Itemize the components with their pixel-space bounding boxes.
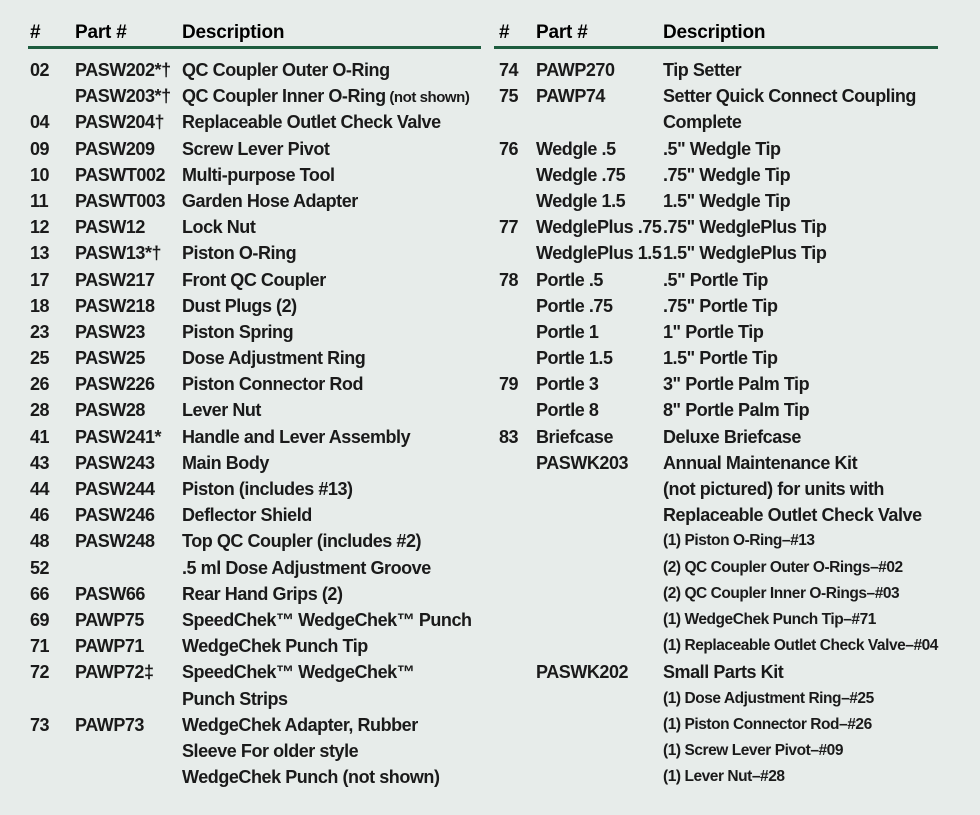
table-row: [494, 476, 938, 502]
part-number: PAWP71: [75, 636, 144, 657]
part-description: 1" Portle Tip: [663, 321, 764, 342]
table-row: [28, 450, 481, 476]
part-description: Dust Plugs (2): [182, 295, 297, 316]
table-row: [494, 424, 938, 450]
table-row: [28, 136, 481, 162]
part-number: [75, 555, 182, 581]
part-description: Setter Quick Connect Coupling: [663, 86, 916, 107]
table-row: [494, 109, 938, 135]
item-number: 79: [499, 374, 519, 395]
part-number: [75, 764, 182, 790]
table-row: [494, 555, 938, 581]
part-number: PAWP73: [75, 714, 144, 735]
part-description: Front QC Coupler: [182, 269, 326, 290]
part-description: Handle and Lever Assembly: [182, 426, 411, 447]
item-number: [494, 319, 536, 345]
part-description: (1) Piston O-Ring–#13: [663, 532, 815, 550]
part-description: Tip Setter: [663, 60, 742, 80]
part-description: 1.5" WedglePlus Tip: [663, 243, 827, 264]
part-number: PASW12: [75, 217, 145, 238]
item-number: [28, 686, 75, 712]
table-rows: [28, 57, 481, 790]
part-number: [536, 109, 663, 135]
item-number: 18: [30, 295, 50, 316]
part-number: [536, 633, 663, 659]
item-number: [28, 738, 75, 764]
part-number: Wedgle 1.5: [536, 190, 626, 211]
part-description: WedgeChek Punch (not shown): [182, 767, 440, 788]
part-number: [75, 738, 182, 764]
item-number: 72: [30, 662, 50, 683]
table-row: [494, 267, 938, 293]
item-number: [494, 188, 536, 214]
table-row: [28, 502, 481, 528]
part-number: PASW25: [75, 348, 145, 369]
part-number: [536, 502, 663, 528]
part-description: (1) Replaceable Outlet Check Valve–#04: [663, 637, 938, 655]
item-number: 12: [30, 217, 50, 238]
table-row: [28, 555, 481, 581]
part-description: Small Parts Kit: [663, 662, 784, 683]
table-row: [494, 528, 938, 554]
table-row: [28, 659, 481, 685]
part-description: Top QC Coupler (includes #2): [182, 531, 422, 552]
table-row: [28, 581, 481, 607]
table-row: [28, 686, 481, 712]
part-description: Piston O-Ring: [182, 243, 297, 264]
item-number: [494, 345, 536, 371]
part-number: [536, 712, 663, 738]
item-number: 13: [30, 243, 50, 264]
part-number: PAWP75: [75, 609, 144, 630]
table-header-row: [28, 20, 481, 46]
item-number: 69: [30, 609, 50, 630]
table-row: [494, 581, 938, 607]
part-description: (1) WedgeChek Punch Tip–#71: [663, 610, 876, 628]
item-number: 74: [499, 60, 519, 80]
part-description: 1.5" Portle Tip: [663, 348, 778, 369]
header-num: #: [30, 22, 41, 43]
header-rule: [494, 46, 938, 49]
part-description: SpeedChek™ WedgeChek™: [182, 662, 415, 683]
item-number: 52: [30, 557, 50, 578]
part-description: 3" Portle Palm Tip: [663, 374, 810, 395]
part-number: WedglePlus 1.5: [536, 243, 662, 264]
item-number: 28: [30, 400, 50, 421]
part-description: Replaceable Outlet Check Valve: [182, 112, 441, 133]
part-number: PASW209: [75, 138, 155, 159]
part-number: PASWK203: [536, 452, 629, 473]
part-number: [536, 607, 663, 633]
item-number: [494, 502, 536, 528]
part-description: (2) QC Coupler Inner O-Rings–#03: [663, 584, 900, 602]
parts-table-right: [494, 20, 938, 790]
item-number: [494, 397, 536, 423]
part-number: [536, 764, 663, 790]
part-number: PASW28: [75, 400, 145, 421]
item-number: 76: [499, 138, 519, 159]
part-number: PASWT002: [75, 164, 166, 185]
part-description: .5" Wedgle Tip: [663, 138, 781, 159]
part-number: PASWK202: [536, 662, 629, 683]
part-number: PASW218: [75, 295, 155, 316]
table-row: [494, 686, 938, 712]
header-num: #: [499, 22, 510, 43]
item-number: 11: [30, 190, 49, 211]
part-number: PASW241*: [75, 426, 162, 447]
item-number: [494, 633, 536, 659]
item-number: [494, 738, 536, 764]
part-description: Multi-purpose Tool: [182, 164, 335, 185]
part-description: QC Coupler Inner O-Ring (not shown): [182, 86, 470, 107]
table-row: [28, 188, 481, 214]
part-number: [536, 581, 663, 607]
part-number: Portle 1: [536, 321, 599, 342]
table-row: [28, 162, 481, 188]
part-description: (1) Screw Lever Pivot–#09: [663, 741, 844, 759]
part-description: Dose Adjustment Ring: [182, 348, 366, 369]
part-number: [536, 528, 663, 554]
part-number: PASW23: [75, 321, 145, 342]
table-row: [28, 83, 481, 109]
part-description: 8" Portle Palm Tip: [663, 400, 810, 421]
item-number: 75: [499, 86, 519, 107]
table-row: [494, 607, 938, 633]
item-number: [494, 659, 536, 685]
item-number: [494, 240, 536, 266]
table-row: [28, 345, 481, 371]
part-number: PASW244: [75, 479, 155, 499]
item-number: [494, 686, 536, 712]
item-number: 26: [30, 374, 50, 395]
part-number: PASW204†: [75, 112, 165, 133]
part-description: Punch Strips: [182, 688, 288, 709]
item-number: [494, 109, 536, 135]
item-number: 83: [499, 426, 519, 447]
item-number: [494, 293, 536, 319]
part-number: PASW203*†: [75, 86, 171, 107]
item-number: [494, 581, 536, 607]
part-description: (1) Dose Adjustment Ring–#25: [663, 689, 874, 707]
part-description: Annual Maintenance Kit: [663, 452, 858, 473]
item-number: 09: [30, 138, 50, 159]
part-description: Garden Hose Adapter: [182, 190, 358, 211]
part-description: (2) QC Coupler Outer O-Rings–#02: [663, 558, 903, 576]
item-number: 43: [30, 452, 50, 473]
part-description: SpeedChek™ WedgeChek™ Punch: [182, 609, 472, 630]
part-description: (not pictured) for units with: [663, 479, 884, 499]
item-number: 17: [30, 269, 50, 290]
table-row: [494, 738, 938, 764]
part-number: PASW66: [75, 583, 145, 604]
item-number: [494, 607, 536, 633]
table-row: [28, 633, 481, 659]
part-description: Piston Connector Rod: [182, 374, 363, 395]
parts-tables: [28, 20, 938, 790]
table-row: [28, 240, 481, 266]
table-row: [494, 319, 938, 345]
part-description: .5 ml Dose Adjustment Groove: [182, 557, 431, 578]
part-number: PASWT003: [75, 190, 166, 211]
item-number: [494, 162, 536, 188]
table-row: [494, 764, 938, 790]
part-description: Replaceable Outlet Check Valve: [663, 505, 922, 526]
table-row: [28, 57, 481, 83]
part-number: [536, 738, 663, 764]
item-number: 73: [30, 714, 50, 735]
table-row: [28, 397, 481, 423]
part-description: WedgeChek Adapter, Rubber: [182, 714, 418, 735]
table-row: [494, 633, 938, 659]
item-number: [28, 764, 75, 790]
header-part-number: Part #: [536, 22, 588, 43]
part-number: Portle .5: [536, 269, 603, 290]
part-description: .5" Portle Tip: [663, 269, 768, 290]
table-row: [28, 319, 481, 345]
item-number: 41: [30, 426, 50, 447]
part-number: PASW226: [75, 374, 155, 395]
item-number: 02: [30, 60, 50, 80]
table-row: [28, 214, 481, 240]
table-row: [494, 293, 938, 319]
table-row: [494, 188, 938, 214]
table-row: [494, 450, 938, 476]
item-number: 66: [30, 583, 50, 604]
header-part-number: Part #: [75, 22, 127, 43]
part-number: PASW217: [75, 269, 155, 290]
part-description: Piston Spring: [182, 321, 294, 342]
part-number: PAWP74: [536, 86, 605, 107]
table-row: [28, 476, 481, 502]
part-number: PASW13*†: [75, 243, 162, 264]
part-description: Deflector Shield: [182, 505, 312, 526]
part-description: QC Coupler Outer O-Ring: [182, 60, 390, 80]
part-number: Portle 3: [536, 374, 599, 395]
part-number: PASW243: [75, 452, 155, 473]
table-row: [28, 267, 481, 293]
part-description: .75" WedglePlus Tip: [663, 217, 827, 238]
part-number: PASW248: [75, 531, 155, 552]
part-number: Portle 8: [536, 400, 599, 421]
part-number: [536, 686, 663, 712]
table-row: [28, 371, 481, 397]
item-number: 48: [30, 531, 50, 552]
part-number: PAWP270: [536, 60, 615, 80]
part-description: Main Body: [182, 452, 269, 473]
part-number: PAWP72‡: [75, 662, 154, 683]
table-row: [494, 57, 938, 83]
table-row: [28, 607, 481, 633]
part-description: 1.5" Wedgle Tip: [663, 190, 791, 211]
table-row: [494, 345, 938, 371]
header-description: Description: [663, 22, 766, 43]
item-number: [494, 555, 536, 581]
part-description: (1) Lever Nut–#28: [663, 768, 785, 786]
header-description: Description: [182, 22, 285, 43]
part-number: PASW202*†: [75, 60, 171, 80]
part-number: Portle 1.5: [536, 348, 613, 369]
table-row: [494, 712, 938, 738]
part-description: Complete: [663, 112, 742, 133]
part-description: Lever Nut: [182, 400, 261, 421]
part-number: Briefcase: [536, 426, 614, 447]
item-number: [494, 476, 536, 502]
table-header-row: [494, 20, 938, 46]
part-number: Wedgle .75: [536, 164, 626, 185]
part-number: [536, 476, 663, 502]
part-description: (1) Piston Connector Rod–#26: [663, 715, 872, 733]
item-number: [28, 83, 75, 111]
table-row: [494, 83, 938, 109]
table-row: [494, 371, 938, 397]
item-number: 78: [499, 269, 519, 290]
item-number: 23: [30, 321, 50, 342]
part-description: Sleeve For older style: [182, 740, 359, 761]
table-row: [494, 214, 938, 240]
item-number: 46: [30, 505, 50, 526]
item-number: 04: [30, 112, 50, 133]
table-row: [494, 162, 938, 188]
header-rule: [28, 46, 481, 49]
part-number: WedglePlus .75: [536, 217, 662, 238]
table-row: [28, 764, 481, 790]
part-description: Piston (includes #13): [182, 479, 353, 499]
table-row: [28, 293, 481, 319]
part-description: .75" Portle Tip: [663, 295, 778, 316]
item-number: 71: [30, 636, 50, 657]
table-row: [28, 424, 481, 450]
item-number: 10: [30, 164, 50, 185]
part-number: Portle .75: [536, 295, 613, 316]
part-description: Screw Lever Pivot: [182, 138, 330, 159]
table-row: [28, 712, 481, 738]
not-shown-note: (not shown): [385, 89, 470, 107]
part-description: Rear Hand Grips (2): [182, 583, 343, 604]
table-row: [494, 659, 938, 685]
table-row: [494, 136, 938, 162]
part-number: [75, 686, 182, 712]
part-description: Lock Nut: [182, 217, 256, 238]
table-row: [28, 528, 481, 554]
table-row: [28, 109, 481, 135]
part-description: .75" Wedgle Tip: [663, 164, 791, 185]
table-row: [494, 502, 938, 528]
part-description: Deluxe Briefcase: [663, 426, 801, 447]
item-number: 25: [30, 348, 50, 369]
part-number: Wedgle .5: [536, 138, 616, 159]
part-description: WedgeChek Punch Tip: [182, 636, 368, 657]
table-row: [494, 397, 938, 423]
table-row: [494, 240, 938, 266]
parts-table-left: [28, 20, 481, 790]
table-rows: [494, 57, 938, 790]
table-row: [28, 738, 481, 764]
item-number: [494, 450, 536, 476]
item-number: [494, 712, 536, 738]
item-number: 77: [499, 217, 519, 238]
item-number: [494, 764, 536, 790]
part-number: PASW246: [75, 505, 155, 526]
item-number: 44: [30, 479, 50, 499]
item-number: [494, 528, 536, 554]
part-number: [536, 555, 663, 581]
